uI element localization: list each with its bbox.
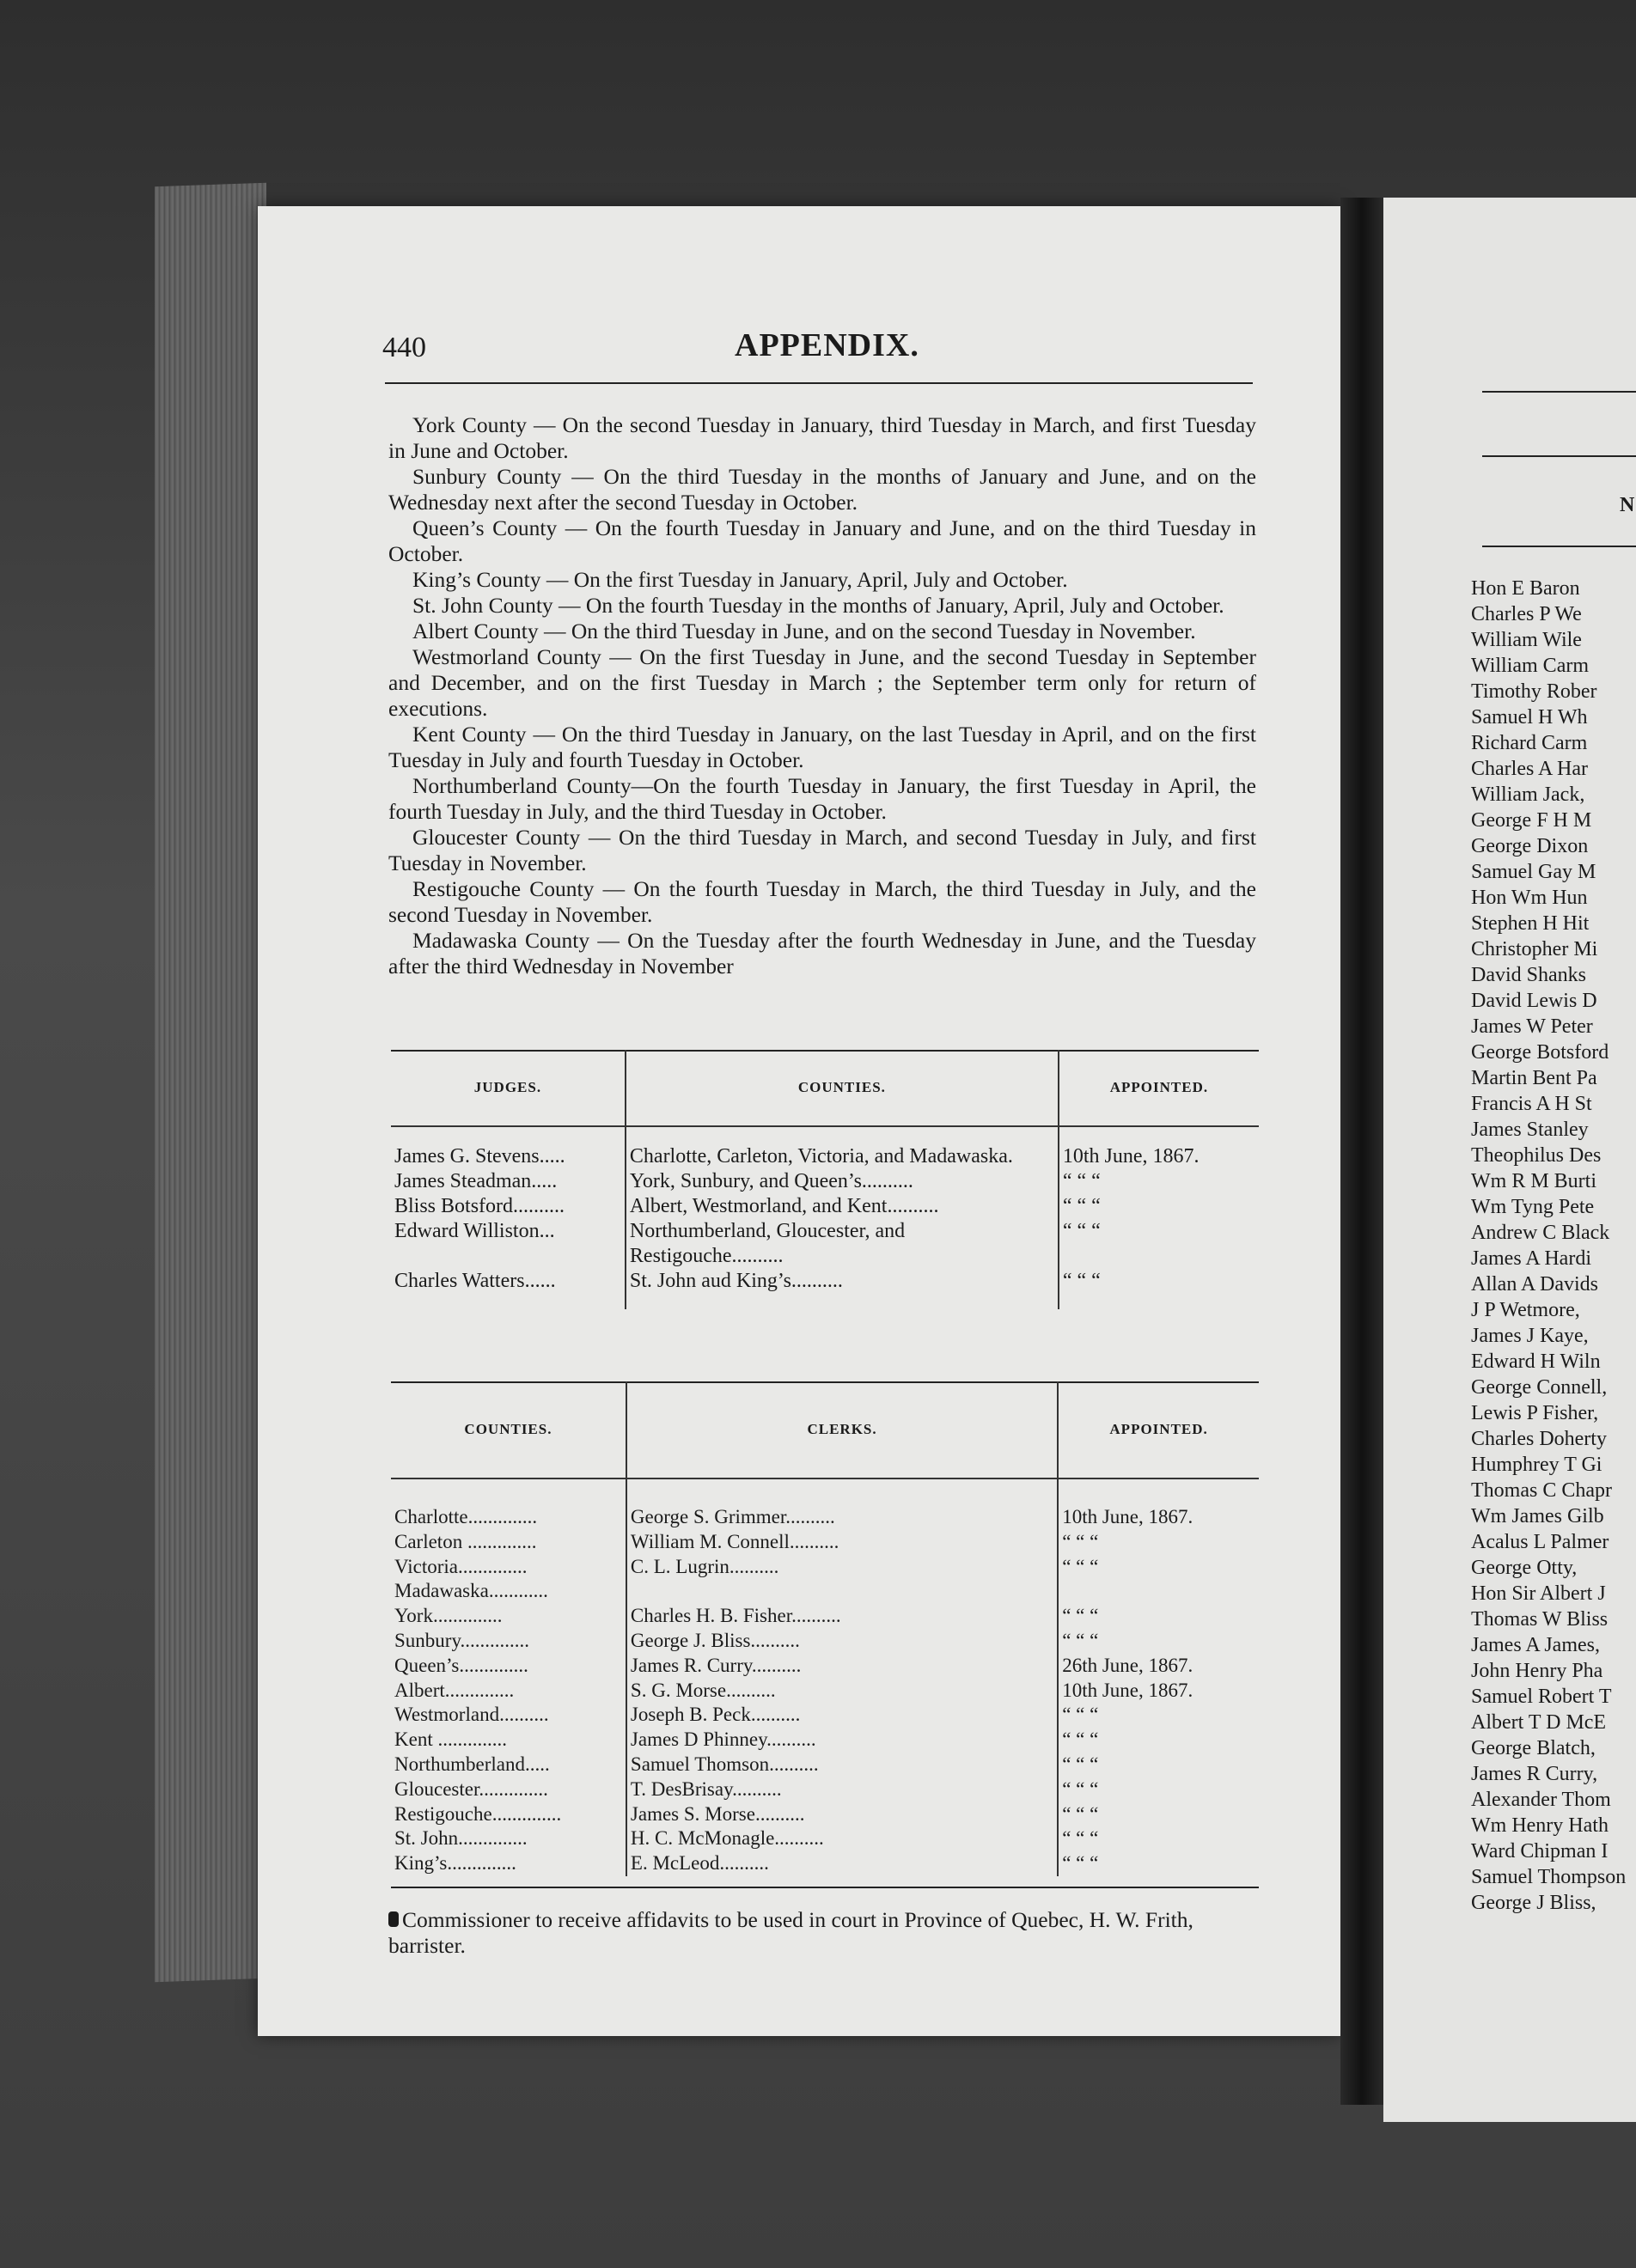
clerks-row bbox=[391, 1802, 1259, 1827]
judge-appointed: “ “ “ bbox=[1062, 1170, 1101, 1192]
footnote bbox=[388, 1907, 1256, 1959]
clerk-name: James S. Morse.......... bbox=[626, 1802, 1058, 1827]
header-rule bbox=[385, 382, 1253, 384]
list-item: Ward Chipman I bbox=[1471, 1840, 1609, 1863]
clerk-county: Queen’s.............. bbox=[391, 1654, 626, 1679]
list-item: Thomas C Chapr bbox=[1471, 1479, 1612, 1502]
right-page-rule-1 bbox=[1482, 391, 1636, 393]
judges-table bbox=[391, 1050, 1259, 1309]
list-item: James A James, bbox=[1471, 1634, 1600, 1656]
list-item: Stephen H Hit bbox=[1471, 912, 1590, 935]
right-page-rule-3 bbox=[1482, 546, 1636, 547]
clerk-appointed: “ “ “ bbox=[1062, 1704, 1099, 1726]
list-item: Albert T D McE bbox=[1471, 1711, 1607, 1734]
clerk-county: Kent .............. bbox=[391, 1728, 626, 1753]
list-item: Samuel Thompson bbox=[1471, 1866, 1627, 1888]
book-gutter bbox=[1340, 198, 1383, 2105]
list-item: Samuel H Wh bbox=[1471, 706, 1588, 729]
sitting-westmorland: Westmorland County — On the first Tuesday in June, and the second Tuesday in September and December, and on the first Tuesday in March ; the September term only for return of executions. bbox=[388, 644, 1256, 721]
judge-name: James G. Stevens..... bbox=[391, 1126, 626, 1169]
clerks-row bbox=[391, 1579, 1259, 1604]
clerk-county: York.............. bbox=[391, 1604, 626, 1629]
list-item: George Dixon bbox=[1471, 835, 1589, 857]
clerk-appointed: “ “ “ bbox=[1062, 1827, 1099, 1850]
list-item: Martin Bent Pa bbox=[1471, 1067, 1597, 1089]
list-item: William Wile bbox=[1471, 629, 1582, 651]
sitting-st-john: St. John County — On the fourth Tuesday in the months of January, April, July and October. bbox=[412, 593, 1224, 618]
clerk-name: Charles H. B. Fisher.......... bbox=[626, 1604, 1058, 1629]
clerk-appointed: “ “ “ bbox=[1062, 1555, 1099, 1577]
list-item: Theophilus Des bbox=[1471, 1144, 1602, 1167]
clerk-county: Charlotte.............. bbox=[391, 1478, 626, 1530]
clerks-row bbox=[391, 1851, 1259, 1876]
clerk-name: H. C. McMonagle.......... bbox=[626, 1826, 1058, 1851]
clerk-name: James R. Curry.......... bbox=[626, 1654, 1058, 1679]
sitting-sunbury: Sunbury County — On the third Tuesday in the months of January and June, and on the Wednesday next after the second Tuesday in October. bbox=[388, 464, 1256, 515]
judge-counties: St. John aud King’s.......... bbox=[626, 1269, 1059, 1309]
clerk-county: Madawaska............ bbox=[391, 1579, 626, 1604]
clerks-row bbox=[391, 1629, 1259, 1654]
list-item: Thomas W Bliss bbox=[1471, 1608, 1609, 1631]
list-item: James R Curry, bbox=[1471, 1763, 1598, 1785]
clerks-row bbox=[391, 1728, 1259, 1753]
judges-row bbox=[391, 1219, 1259, 1269]
list-item: John Henry Pha bbox=[1471, 1660, 1603, 1682]
list-item: Wm James Gilb bbox=[1471, 1505, 1604, 1527]
clerk-appointed: “ “ “ bbox=[1062, 1605, 1099, 1627]
right-page-rule-2 bbox=[1482, 455, 1636, 457]
list-item: Acalus L Palmer bbox=[1471, 1531, 1609, 1553]
clerk-county: St. John.............. bbox=[391, 1826, 626, 1851]
list-item: Wm R M Burti bbox=[1471, 1170, 1597, 1192]
judge-appointed: “ “ “ bbox=[1062, 1195, 1101, 1217]
page-title: APPENDIX. bbox=[735, 327, 919, 363]
list-item: Hon Sir Albert J bbox=[1471, 1582, 1606, 1605]
clerk-name: Samuel Thomson.......... bbox=[626, 1753, 1058, 1777]
clerks-row bbox=[391, 1753, 1259, 1777]
book-page-edges bbox=[155, 183, 266, 1983]
list-item: Hon Wm Hun bbox=[1471, 887, 1588, 909]
clerks-row bbox=[391, 1530, 1259, 1555]
clerk-name: Joseph B. Peck.......... bbox=[626, 1703, 1058, 1728]
list-item: James Stanley bbox=[1471, 1119, 1589, 1141]
list-item: Timothy Rober bbox=[1471, 680, 1597, 703]
list-item: William Jack, bbox=[1471, 783, 1585, 806]
right-page-heading-fragment: N bbox=[1620, 494, 1635, 516]
sitting-albert: Albert County — On the third Tuesday in June, and on the second Tuesday in November. bbox=[412, 619, 1196, 643]
page-number: 440 bbox=[382, 332, 426, 363]
clerk-appointed: “ “ “ bbox=[1062, 1753, 1099, 1775]
judge-counties: Charlotte, Carleton, Victoria, and Madawaska. bbox=[626, 1126, 1059, 1169]
clerk-county: Westmorland.......... bbox=[391, 1703, 626, 1728]
list-item: Samuel Robert T bbox=[1471, 1686, 1612, 1708]
clerks-row bbox=[391, 1679, 1259, 1704]
judge-name: Edward Williston... bbox=[391, 1219, 626, 1269]
clerk-appointed: 10th June, 1867. bbox=[1062, 1679, 1193, 1701]
clerk-name: William M. Connell.......... bbox=[626, 1530, 1058, 1555]
list-item: George Botsford bbox=[1471, 1041, 1609, 1064]
clerks-row bbox=[391, 1826, 1259, 1851]
list-item: Hon E Baron bbox=[1471, 577, 1580, 600]
sitting-queens: Queen’s County — On the fourth Tuesday in January and June, and on the third Tuesday in October. bbox=[388, 515, 1256, 566]
clerk-appointed: 10th June, 1867. bbox=[1062, 1506, 1193, 1527]
list-item: Allan A Davids bbox=[1471, 1273, 1598, 1296]
judge-name: Charles Watters...... bbox=[391, 1269, 626, 1309]
sitting-madawaska: Madawaska County — On the Tuesday after the fourth Wednesday in June, and the Tuesday after the third Wednesday in November bbox=[388, 928, 1256, 979]
court-sittings bbox=[388, 412, 1256, 979]
list-item: Richard Carm bbox=[1471, 732, 1588, 754]
judge-appointed: “ “ “ bbox=[1062, 1220, 1101, 1242]
list-item: Francis A H St bbox=[1471, 1093, 1592, 1115]
judge-name: Bliss Botsford.......... bbox=[391, 1194, 626, 1219]
list-item: George Otty, bbox=[1471, 1557, 1578, 1579]
judges-header-appointed: APPOINTED. bbox=[1059, 1050, 1259, 1126]
clerks-header-appointed: APPOINTED. bbox=[1058, 1381, 1259, 1478]
judge-appointed: “ “ “ bbox=[1062, 1270, 1101, 1292]
judge-counties: Northumberland, Gloucester, and Restigouche.......... bbox=[626, 1219, 1059, 1269]
clerk-county: Carleton .............. bbox=[391, 1530, 626, 1555]
sitting-kent: Kent County — On the third Tuesday in January, on the last Tuesday in April, and on the first Tuesday in July and fourth Tuesday in October. bbox=[388, 722, 1256, 772]
list-item: David Lewis D bbox=[1471, 990, 1597, 1012]
list-item: J P Wetmore, bbox=[1471, 1299, 1580, 1321]
judges-row bbox=[391, 1269, 1259, 1309]
clerk-name: T. DesBrisay.......... bbox=[626, 1777, 1058, 1802]
list-item: George J Bliss, bbox=[1471, 1892, 1596, 1914]
page-header bbox=[382, 326, 1250, 378]
clerks-row bbox=[391, 1604, 1259, 1629]
judge-counties: York, Sunbury, and Queen’s.......... bbox=[626, 1169, 1059, 1194]
clerk-appointed: 26th June, 1867. bbox=[1062, 1654, 1193, 1676]
clerks-table-bottom-rule bbox=[391, 1887, 1259, 1888]
clerks-row bbox=[391, 1555, 1259, 1580]
clerk-appointed bbox=[1058, 1579, 1259, 1604]
sitting-york: York County — On the second Tuesday in January, third Tuesday in March, and first Tuesday in June and October. bbox=[388, 412, 1256, 463]
clerk-appointed: “ “ “ bbox=[1062, 1852, 1099, 1875]
clerk-county: King’s.............. bbox=[391, 1851, 626, 1876]
list-item: David Shanks bbox=[1471, 964, 1586, 986]
sitting-gloucester: Gloucester County — On the third Tuesday in March, and second Tuesday in July, and first Tuesday in November. bbox=[388, 825, 1256, 875]
clerks-row bbox=[391, 1703, 1259, 1728]
clerk-name: George J. Bliss.......... bbox=[626, 1629, 1058, 1654]
sitting-restigouche: Restigouche County — On the fourth Tuesday in March, the third Tuesday in July, and the second Tuesday in November. bbox=[388, 876, 1256, 927]
judges-row bbox=[391, 1126, 1259, 1169]
clerk-county: Restigouche.............. bbox=[391, 1802, 626, 1827]
list-item: James J Kaye, bbox=[1471, 1325, 1589, 1347]
judges-header-judges: JUDGES. bbox=[391, 1050, 626, 1126]
clerk-appointed: “ “ “ bbox=[1062, 1728, 1099, 1751]
list-item: Humphrey T Gi bbox=[1471, 1454, 1602, 1476]
list-item: Edward H Wiln bbox=[1471, 1350, 1601, 1373]
clerk-county: Victoria.............. bbox=[391, 1555, 626, 1580]
list-item: William Carm bbox=[1471, 655, 1590, 677]
right-page-name-list bbox=[1471, 576, 1626, 1916]
clerk-name bbox=[626, 1579, 1058, 1604]
list-item: George Connell, bbox=[1471, 1376, 1608, 1399]
list-item: Samuel Gay M bbox=[1471, 861, 1596, 883]
list-item: Wm Henry Hath bbox=[1471, 1814, 1609, 1837]
clerks-row bbox=[391, 1654, 1259, 1679]
list-item: James W Peter bbox=[1471, 1015, 1593, 1038]
list-item: Charles A Har bbox=[1471, 758, 1588, 780]
clerk-county: Gloucester.............. bbox=[391, 1777, 626, 1802]
judge-appointed: 10th June, 1867. bbox=[1062, 1145, 1200, 1168]
clerk-county: Sunbury.............. bbox=[391, 1629, 626, 1654]
clerk-name: James D Phinney.......... bbox=[626, 1728, 1058, 1753]
sitting-northumberland: Northumberland County—On the fourth Tuesday in January, the first Tuesday in April, the fourth Tuesday in July, and the third Tuesday in October. bbox=[388, 773, 1256, 824]
list-item: Charles Doherty bbox=[1471, 1428, 1607, 1450]
clerk-county: Albert.............. bbox=[391, 1679, 626, 1704]
list-item: Andrew C Black bbox=[1471, 1222, 1610, 1244]
clerk-county: Northumberland..... bbox=[391, 1753, 626, 1777]
footnote-bullet-icon bbox=[388, 1911, 399, 1927]
judges-row bbox=[391, 1194, 1259, 1219]
clerk-appointed: “ “ “ bbox=[1062, 1777, 1099, 1800]
judges-header-counties: COUNTIES. bbox=[626, 1050, 1059, 1126]
list-item: Alexander Thom bbox=[1471, 1789, 1611, 1811]
clerk-appointed: “ “ “ bbox=[1062, 1802, 1099, 1825]
footnote-text: Commissioner to receive affidavits to be used in court in Province of Quebec, H. W. Frith, barrister. bbox=[388, 1907, 1193, 1958]
clerks-table bbox=[391, 1381, 1259, 1876]
clerk-appointed: “ “ “ bbox=[1062, 1530, 1099, 1552]
list-item: Lewis P Fisher, bbox=[1471, 1402, 1599, 1424]
clerk-name: E. McLeod.......... bbox=[626, 1851, 1058, 1876]
clerk-name: George S. Grimmer.......... bbox=[626, 1478, 1058, 1530]
clerks-row bbox=[391, 1478, 1259, 1530]
list-item: James A Hardi bbox=[1471, 1247, 1591, 1270]
judge-counties: Albert, Westmorland, and Kent.......... bbox=[626, 1194, 1059, 1219]
list-item: Charles P We bbox=[1471, 603, 1582, 625]
judge-name: James Steadman..... bbox=[391, 1169, 626, 1194]
clerks-row bbox=[391, 1777, 1259, 1802]
list-item: George F H M bbox=[1471, 809, 1592, 832]
list-item: Wm Tyng Pete bbox=[1471, 1196, 1595, 1218]
clerks-header-counties: COUNTIES. bbox=[391, 1381, 626, 1478]
clerk-name: C. L. Lugrin.......... bbox=[626, 1555, 1058, 1580]
sitting-kings: King’s County — On the first Tuesday in January, April, July and October. bbox=[412, 567, 1068, 592]
clerks-header-clerks: CLERKS. bbox=[626, 1381, 1058, 1478]
list-item: Christopher Mi bbox=[1471, 938, 1598, 960]
clerk-appointed: “ “ “ bbox=[1062, 1629, 1099, 1651]
clerk-name: S. G. Morse.......... bbox=[626, 1679, 1058, 1704]
list-item: George Blatch, bbox=[1471, 1737, 1596, 1759]
judges-row bbox=[391, 1169, 1259, 1194]
